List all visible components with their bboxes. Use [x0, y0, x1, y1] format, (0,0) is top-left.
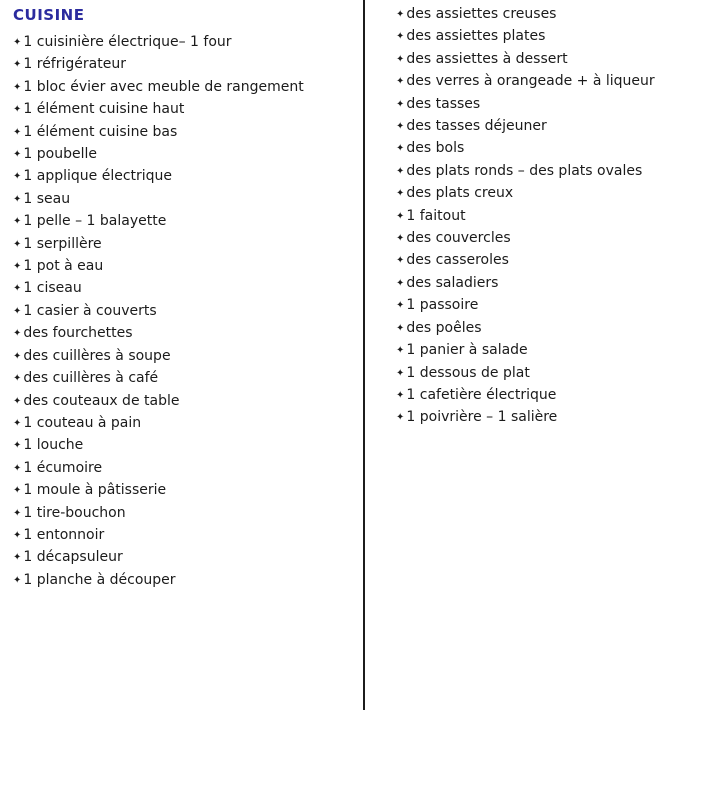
list-item-label: des plats ronds – des plats ovales [406, 162, 643, 179]
list-item [396, 138, 692, 160]
list-item-label: 1 cafetière électrique [406, 386, 557, 403]
diamond-bullet-icon: ✦ [13, 350, 22, 362]
list-item [13, 570, 349, 592]
list-item [13, 278, 349, 300]
column-divider [363, 0, 365, 710]
list-item-label: 1 planche à découper [23, 571, 176, 588]
list-item-label: des bols [406, 140, 465, 157]
list-item-label: des cuillères à café [23, 370, 159, 387]
list-item-label: 1 poivrière – 1 salière [406, 409, 558, 426]
list-item-label: 1 élément cuisine bas [23, 123, 178, 140]
list-item-label: des saladiers [406, 274, 499, 291]
list-item [396, 363, 692, 385]
list-item [13, 189, 349, 211]
list-item-label: 1 réfrigérateur [23, 56, 126, 73]
diamond-bullet-icon: ✦ [13, 462, 22, 474]
list-item-label: des cuillères à soupe [23, 347, 171, 364]
list-item-label: 1 pelle – 1 balayette [23, 213, 167, 230]
list-item-label: 1 applique électrique [23, 168, 173, 185]
list-item [13, 54, 349, 76]
list-item [396, 71, 692, 93]
list-item-label: des couteaux de table [23, 392, 180, 409]
list-item-label: 1 casier à couverts [23, 302, 157, 319]
left-column [13, 4, 349, 592]
list-item [13, 99, 349, 121]
list-item [13, 122, 349, 144]
list-item-label: des tasses déjeuner [406, 118, 547, 135]
diamond-bullet-icon: ✦ [396, 31, 405, 43]
list-item [13, 413, 349, 435]
list-item [13, 77, 349, 99]
list-item [13, 211, 349, 233]
list-item [396, 26, 692, 48]
list-item [13, 435, 349, 457]
diamond-bullet-icon: ✦ [396, 53, 405, 65]
list-item-label: 1 bloc évier avec meuble de rangement [23, 78, 304, 95]
list-item-label: 1 entonnoir [23, 526, 105, 543]
diamond-bullet-icon: ✦ [13, 395, 22, 407]
diamond-bullet-icon: ✦ [396, 300, 405, 312]
diamond-bullet-icon: ✦ [396, 367, 405, 379]
list-item [396, 49, 692, 71]
list-item-label: 1 seau [23, 190, 71, 207]
list-item [13, 458, 349, 480]
list-item [13, 144, 349, 166]
diamond-bullet-icon: ✦ [13, 485, 22, 497]
list-item [396, 4, 692, 26]
diamond-bullet-icon: ✦ [396, 188, 405, 200]
diamond-bullet-icon: ✦ [13, 529, 22, 541]
list-item-label: 1 couteau à pain [23, 414, 142, 431]
list-item [396, 94, 692, 116]
list-item-label: 1 serpillère [23, 235, 102, 252]
list-item [396, 407, 692, 429]
list-item-label: 1 pot à eau [23, 258, 104, 275]
list-item [13, 301, 349, 323]
list-item-label: des verres à orangeade + à liqueur [406, 73, 655, 90]
list-item-label: 1 élément cuisine haut [23, 101, 185, 118]
list-item [13, 166, 349, 188]
diamond-bullet-icon: ✦ [13, 59, 22, 71]
list-item-label: 1 moule à pâtisserie [23, 482, 167, 499]
diamond-bullet-icon: ✦ [13, 261, 22, 273]
page-title: CUISINE [13, 6, 85, 24]
list-item [13, 503, 349, 525]
list-item-label: 1 dessous de plat [406, 364, 530, 381]
list-item-label: des tasses [406, 95, 481, 112]
diamond-bullet-icon: ✦ [13, 552, 22, 564]
list-item-label: 1 faitout [406, 207, 466, 224]
diamond-bullet-icon: ✦ [396, 345, 405, 357]
right-column [396, 4, 692, 430]
list-item-label: 1 écumoire [23, 459, 103, 476]
list-item-label: 1 ciseau [23, 280, 82, 297]
list-item [396, 340, 692, 362]
diamond-bullet-icon: ✦ [13, 305, 22, 317]
diamond-bullet-icon: ✦ [13, 81, 22, 93]
list-item [396, 206, 692, 228]
list-item-label: des assiettes à dessert [406, 50, 568, 67]
list-item [396, 250, 692, 272]
list-item [13, 323, 349, 345]
diamond-bullet-icon: ✦ [396, 98, 405, 110]
list-item-label: des casseroles [406, 252, 509, 269]
diamond-bullet-icon: ✦ [13, 104, 22, 116]
list-item [13, 256, 349, 278]
diamond-bullet-icon: ✦ [396, 389, 405, 401]
list-item [396, 295, 692, 317]
diamond-bullet-icon: ✦ [13, 328, 22, 340]
list-item-label: des couvercles [406, 230, 511, 247]
list-item [396, 161, 692, 183]
list-item-label: 1 cuisinière électrique– 1 four [23, 34, 232, 50]
list-item-label: 1 poubelle [23, 146, 97, 163]
diamond-bullet-icon: ✦ [396, 121, 405, 133]
diamond-bullet-icon: ✦ [13, 373, 22, 385]
list-item [396, 228, 692, 250]
list-item-label: 1 louche [23, 437, 84, 454]
diamond-bullet-icon: ✦ [396, 233, 405, 245]
diamond-bullet-icon: ✦ [13, 574, 22, 586]
diamond-bullet-icon: ✦ [396, 322, 405, 334]
list-item [13, 480, 349, 502]
list-item-label: des plats creux [406, 185, 514, 202]
list-item [396, 183, 692, 205]
diamond-bullet-icon: ✦ [13, 149, 22, 161]
diamond-bullet-icon: ✦ [13, 417, 22, 429]
list-item-label: des assiettes creuses [406, 6, 557, 22]
list-item-label: 1 passoire [406, 297, 479, 314]
diamond-bullet-icon: ✦ [396, 165, 405, 177]
list-item [13, 234, 349, 256]
diamond-bullet-icon: ✦ [13, 37, 22, 48]
list-item [396, 273, 692, 295]
list-item [13, 32, 349, 54]
diamond-bullet-icon: ✦ [13, 126, 22, 138]
list-item [13, 525, 349, 547]
diamond-bullet-icon: ✦ [13, 193, 22, 205]
list-item-label: 1 panier à salade [406, 342, 528, 359]
right-item-list [396, 4, 692, 430]
list-item [396, 385, 692, 407]
diamond-bullet-icon: ✦ [13, 171, 22, 183]
list-item-label: 1 tire-bouchon [23, 504, 126, 521]
list-item-label: des fourchettes [23, 325, 133, 342]
list-item [396, 318, 692, 340]
list-item [13, 368, 349, 390]
diamond-bullet-icon: ✦ [13, 440, 22, 452]
diamond-bullet-icon: ✦ [396, 255, 405, 267]
diamond-bullet-icon: ✦ [13, 507, 22, 519]
diamond-bullet-icon: ✦ [13, 283, 22, 295]
list-item [13, 346, 349, 368]
left-item-list [13, 32, 349, 592]
diamond-bullet-icon: ✦ [396, 412, 405, 424]
diamond-bullet-icon: ✦ [396, 143, 405, 155]
diamond-bullet-icon: ✦ [13, 216, 22, 228]
list-item-label: des assiettes plates [406, 28, 546, 45]
list-item [13, 391, 349, 413]
list-item [396, 116, 692, 138]
list-item-label: des poêles [406, 319, 482, 336]
diamond-bullet-icon: ✦ [396, 277, 405, 289]
diamond-bullet-icon: ✦ [13, 238, 22, 250]
list-item [13, 547, 349, 569]
diamond-bullet-icon: ✦ [396, 9, 405, 20]
diamond-bullet-icon: ✦ [396, 76, 405, 88]
diamond-bullet-icon: ✦ [396, 210, 405, 222]
list-item-label: 1 décapsuleur [23, 549, 123, 566]
